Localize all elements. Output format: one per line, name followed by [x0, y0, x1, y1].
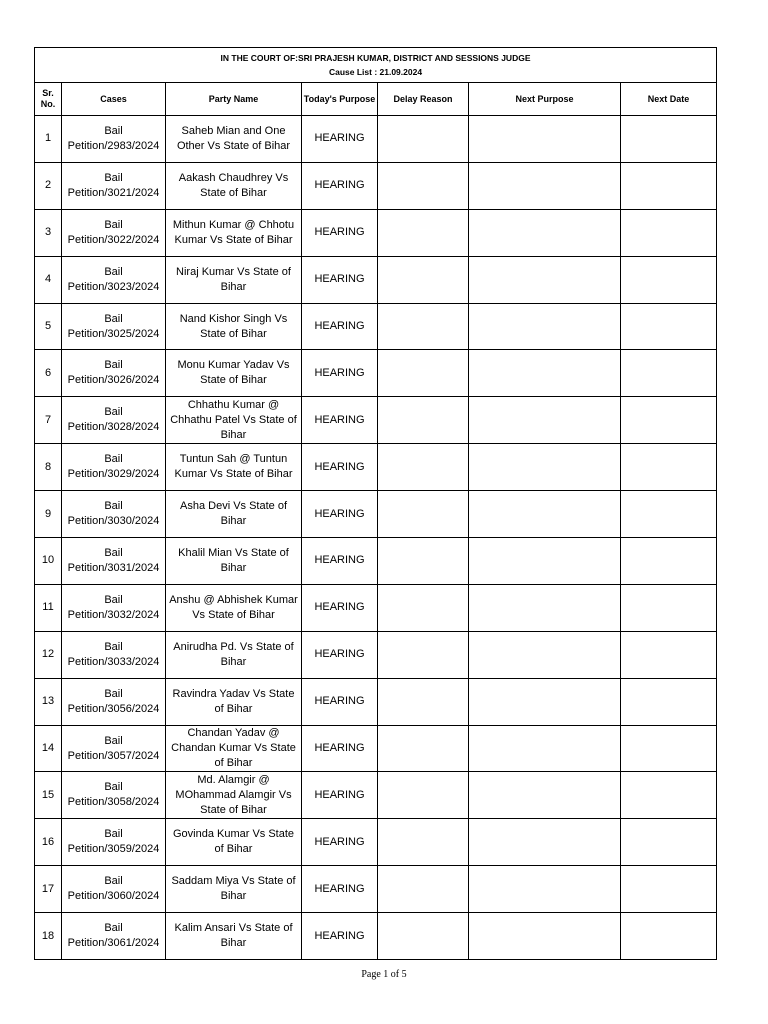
next-date-cell — [621, 350, 717, 397]
todays-purpose-cell: HEARING — [302, 350, 378, 397]
sr-no-cell: 12 — [35, 631, 62, 678]
sr-no-cell: 18 — [35, 913, 62, 960]
table-row — [35, 631, 717, 678]
table-row — [35, 397, 717, 444]
party-name-cell: Chhathu Kumar @ Chhathu Patel Vs State of Bihar — [166, 397, 302, 444]
table-row — [35, 866, 717, 913]
next-date-cell — [621, 866, 717, 913]
case-cell: Bail Petition/3029/2024 — [62, 444, 166, 491]
table-row — [35, 350, 717, 397]
todays-purpose-cell: HEARING — [302, 725, 378, 772]
sr-no-cell: 15 — [35, 772, 62, 819]
sr-no-cell: 13 — [35, 678, 62, 725]
case-cell: Bail Petition/3023/2024 — [62, 256, 166, 303]
party-name-cell: Md. Alamgir @ MOhammad Alamgir Vs State of Bihar — [166, 772, 302, 819]
delay-reason-cell — [378, 444, 469, 491]
delay-reason-cell — [378, 772, 469, 819]
sr-no-cell: 6 — [35, 350, 62, 397]
party-name-cell: Anshu @ Abhishek Kumar Vs State of Bihar — [166, 584, 302, 631]
party-name-cell: Saddam Miya Vs State of Bihar — [166, 866, 302, 913]
table-row — [35, 116, 717, 163]
next-date-cell — [621, 584, 717, 631]
party-name-cell: Saheb Mian and One Other Vs State of Bihar — [166, 116, 302, 163]
todays-purpose-cell: HEARING — [302, 162, 378, 209]
delay-reason-cell — [378, 303, 469, 350]
cause-list-table — [34, 47, 717, 960]
table-row — [35, 819, 717, 866]
table-row — [35, 584, 717, 631]
table-row — [35, 303, 717, 350]
delay-reason-cell — [378, 631, 469, 678]
sr-no-cell: 16 — [35, 819, 62, 866]
delay-reason-cell — [378, 538, 469, 585]
delay-reason-cell — [378, 397, 469, 444]
todays-purpose-cell: HEARING — [302, 303, 378, 350]
todays-purpose-cell: HEARING — [302, 678, 378, 725]
case-cell: Bail Petition/3060/2024 — [62, 866, 166, 913]
delay-reason-cell — [378, 678, 469, 725]
court-title — [35, 48, 717, 83]
delay-reason-cell — [378, 491, 469, 538]
sr-no-cell: 10 — [35, 538, 62, 585]
next-purpose-cell — [469, 303, 621, 350]
party-name-cell: Ravindra Yadav Vs State of Bihar — [166, 678, 302, 725]
todays-purpose-cell: HEARING — [302, 772, 378, 819]
todays-purpose-cell: HEARING — [302, 444, 378, 491]
next-date-cell — [621, 491, 717, 538]
delay-reason-cell — [378, 913, 469, 960]
next-purpose-cell — [469, 819, 621, 866]
cause-list-sheet — [34, 47, 716, 960]
delay-reason-cell — [378, 116, 469, 163]
column-header-todays-purpose: Today's Purpose — [302, 83, 378, 116]
sr-no-cell: 11 — [35, 584, 62, 631]
party-name-cell: Asha Devi Vs State of Bihar — [166, 491, 302, 538]
case-cell: Bail Petition/3025/2024 — [62, 303, 166, 350]
delay-reason-cell — [378, 350, 469, 397]
delay-reason-cell — [378, 256, 469, 303]
next-date-cell — [621, 678, 717, 725]
sr-no-cell: 17 — [35, 866, 62, 913]
todays-purpose-cell: HEARING — [302, 913, 378, 960]
case-cell: Bail Petition/3032/2024 — [62, 584, 166, 631]
next-purpose-cell — [469, 116, 621, 163]
todays-purpose-cell: HEARING — [302, 491, 378, 538]
table-row — [35, 444, 717, 491]
title-row — [35, 48, 717, 83]
table-row — [35, 725, 717, 772]
case-cell: Bail Petition/3022/2024 — [62, 209, 166, 256]
next-date-cell — [621, 772, 717, 819]
column-header-next-purpose: Next Purpose — [469, 83, 621, 116]
sr-no-cell: 8 — [35, 444, 62, 491]
sr-no-cell: 2 — [35, 162, 62, 209]
next-date-cell — [621, 913, 717, 960]
delay-reason-cell — [378, 584, 469, 631]
next-purpose-cell — [469, 866, 621, 913]
party-name-cell: Kalim Ansari Vs State of Bihar — [166, 913, 302, 960]
next-date-cell — [621, 116, 717, 163]
sr-no-cell: 3 — [35, 209, 62, 256]
table-row — [35, 538, 717, 585]
sr-no-cell: 1 — [35, 116, 62, 163]
todays-purpose-cell: HEARING — [302, 819, 378, 866]
delay-reason-cell — [378, 162, 469, 209]
next-purpose-cell — [469, 678, 621, 725]
next-purpose-cell — [469, 209, 621, 256]
next-purpose-cell — [469, 162, 621, 209]
next-purpose-cell — [469, 397, 621, 444]
party-name-cell: Nand Kishor Singh Vs State of Bihar — [166, 303, 302, 350]
todays-purpose-cell: HEARING — [302, 397, 378, 444]
column-header-cases: Cases — [62, 83, 166, 116]
next-purpose-cell — [469, 913, 621, 960]
case-cell: Bail Petition/3031/2024 — [62, 538, 166, 585]
court-name: IN THE COURT OF:SRI PRAJESH KUMAR, DISTRICT AND SESSIONS JUDGE — [220, 53, 531, 63]
case-cell: Bail Petition/3056/2024 — [62, 678, 166, 725]
case-rows — [35, 116, 717, 960]
next-date-cell — [621, 538, 717, 585]
delay-reason-cell — [378, 819, 469, 866]
party-name-cell: Khalil Mian Vs State of Bihar — [166, 538, 302, 585]
party-name-cell: Aakash Chaudhrey Vs State of Bihar — [166, 162, 302, 209]
page-number: Page 1 of 5 — [361, 969, 407, 980]
sr-no-cell: 5 — [35, 303, 62, 350]
next-purpose-cell — [469, 256, 621, 303]
next-purpose-cell — [469, 725, 621, 772]
party-name-cell: Monu Kumar Yadav Vs State of Bihar — [166, 350, 302, 397]
party-name-cell: Anirudha Pd. Vs State of Bihar — [166, 631, 302, 678]
column-header-sr-no: Sr. No. — [35, 83, 62, 116]
todays-purpose-cell: HEARING — [302, 584, 378, 631]
next-date-cell — [621, 631, 717, 678]
next-date-cell — [621, 256, 717, 303]
todays-purpose-cell: HEARING — [302, 866, 378, 913]
sr-no-cell: 4 — [35, 256, 62, 303]
case-cell: Bail Petition/3030/2024 — [62, 491, 166, 538]
table-row — [35, 678, 717, 725]
next-purpose-cell — [469, 772, 621, 819]
party-name-cell: Chandan Yadav @ Chandan Kumar Vs State of Bihar — [166, 725, 302, 772]
todays-purpose-cell: HEARING — [302, 538, 378, 585]
delay-reason-cell — [378, 725, 469, 772]
case-cell: Bail Petition/3059/2024 — [62, 819, 166, 866]
column-header-delay-reason: Delay Reason — [378, 83, 469, 116]
next-date-cell — [621, 725, 717, 772]
next-date-cell — [621, 397, 717, 444]
next-purpose-cell — [469, 491, 621, 538]
next-purpose-cell — [469, 538, 621, 585]
party-name-cell: Govinda Kumar Vs State of Bihar — [166, 819, 302, 866]
table-row — [35, 913, 717, 960]
table-row — [35, 256, 717, 303]
case-cell: Bail Petition/3057/2024 — [62, 725, 166, 772]
column-header-next-date: Next Date — [621, 83, 717, 116]
column-header-row — [35, 83, 717, 116]
table-row — [35, 772, 717, 819]
next-date-cell — [621, 303, 717, 350]
case-cell: Bail Petition/3061/2024 — [62, 913, 166, 960]
next-purpose-cell — [469, 444, 621, 491]
todays-purpose-cell: HEARING — [302, 209, 378, 256]
table-row — [35, 162, 717, 209]
todays-purpose-cell: HEARING — [302, 116, 378, 163]
case-cell: Bail Petition/3033/2024 — [62, 631, 166, 678]
next-purpose-cell — [469, 350, 621, 397]
sr-no-cell: 9 — [35, 491, 62, 538]
delay-reason-cell — [378, 866, 469, 913]
party-name-cell: Niraj Kumar Vs State of Bihar — [166, 256, 302, 303]
case-cell: Bail Petition/3026/2024 — [62, 350, 166, 397]
delay-reason-cell — [378, 209, 469, 256]
case-cell: Bail Petition/2983/2024 — [62, 116, 166, 163]
party-name-cell: Tuntun Sah @ Tuntun Kumar Vs State of Bihar — [166, 444, 302, 491]
next-purpose-cell — [469, 584, 621, 631]
table-row — [35, 491, 717, 538]
next-date-cell — [621, 209, 717, 256]
todays-purpose-cell: HEARING — [302, 631, 378, 678]
next-purpose-cell — [469, 631, 621, 678]
column-header-party-name: Party Name — [166, 83, 302, 116]
case-cell: Bail Petition/3021/2024 — [62, 162, 166, 209]
sr-no-cell: 7 — [35, 397, 62, 444]
sr-no-cell: 14 — [35, 725, 62, 772]
todays-purpose-cell: HEARING — [302, 256, 378, 303]
case-cell: Bail Petition/3058/2024 — [62, 772, 166, 819]
next-date-cell — [621, 444, 717, 491]
case-cell: Bail Petition/3028/2024 — [62, 397, 166, 444]
table-row — [35, 209, 717, 256]
party-name-cell: Mithun Kumar @ Chhotu Kumar Vs State of Bihar — [166, 209, 302, 256]
next-date-cell — [621, 819, 717, 866]
next-date-cell — [621, 162, 717, 209]
cause-list-date: Cause List : 21.09.2024 — [328, 67, 423, 77]
